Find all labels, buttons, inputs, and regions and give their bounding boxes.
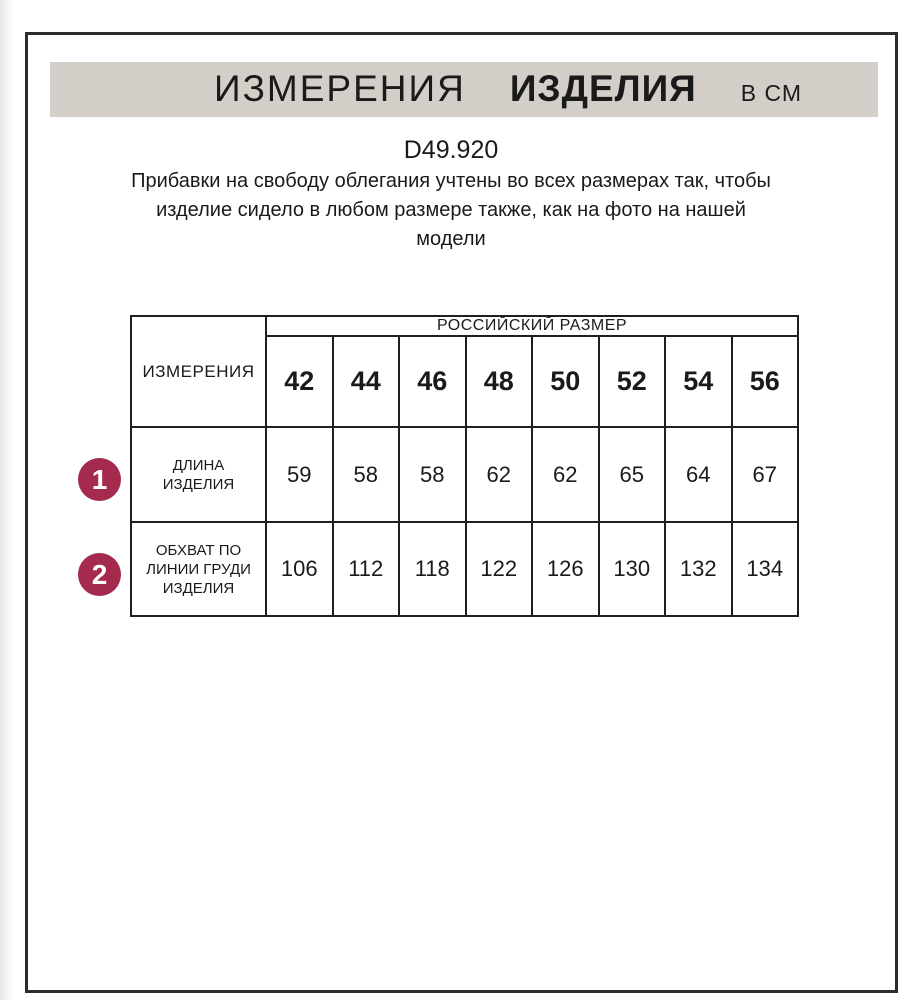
measurement-label: ДЛИНА ИЗДЕЛИЯ	[131, 427, 266, 522]
measurement-value: 67	[732, 427, 799, 522]
measurement-value: 118	[399, 522, 466, 616]
measurement-value: 122	[466, 522, 533, 616]
measurement-value: 134	[732, 522, 799, 616]
size-column-header: 52	[599, 336, 666, 427]
table-row-length	[131, 427, 798, 522]
measurement-label: ОБХВАТ ПО ЛИНИИ ГРУДИ ИЗДЕЛИЯ	[131, 522, 266, 616]
measurement-value: 58	[333, 427, 400, 522]
measurement-value: 106	[266, 522, 333, 616]
size-column-header: 44	[333, 336, 400, 427]
measurement-value: 132	[665, 522, 732, 616]
size-column-header: 56	[732, 336, 799, 427]
size-table	[130, 315, 799, 617]
fit-description	[121, 167, 781, 254]
measurement-value: 59	[266, 427, 333, 522]
measurement-value: 65	[599, 427, 666, 522]
size-column-header: 54	[665, 336, 732, 427]
size-column-header: 46	[399, 336, 466, 427]
table-row-chest	[131, 522, 798, 616]
size-column-header: 50	[532, 336, 599, 427]
product-code: D49.920	[403, 136, 499, 164]
size-column-header: 42	[266, 336, 333, 427]
row-marker-2: 2	[78, 553, 121, 596]
fit-description-line: модели	[416, 228, 486, 250]
measurement-value: 62	[466, 427, 533, 522]
header-banner	[50, 62, 878, 117]
scan-edge-shading	[0, 0, 14, 1000]
banner-title-emphasis: ИЗДЕЛИЯ	[509, 68, 697, 109]
table-corner-header: ИЗМЕРЕНИЯ	[131, 316, 266, 427]
measurement-value: 64	[665, 427, 732, 522]
size-group-header: РОССИЙСКИЙ РАЗМЕР	[266, 316, 798, 336]
measurement-value: 126	[532, 522, 599, 616]
row-marker-1: 1	[78, 458, 121, 501]
banner-title: ИЗМЕРЕНИЯ	[213, 68, 466, 109]
measurement-value: 62	[532, 427, 599, 522]
measurement-value: 130	[599, 522, 666, 616]
fit-description-line: изделие сидело в любом размере также, как на фото на нашей	[156, 199, 746, 221]
table-row-group-header	[131, 316, 798, 336]
banner-unit-label: В СМ	[740, 80, 803, 106]
measurement-value: 112	[333, 522, 400, 616]
size-column-header: 48	[466, 336, 533, 427]
measurement-value: 58	[399, 427, 466, 522]
fit-description-line: Прибавки на свободу облегания учтены во всех размерах так, чтобы	[131, 170, 771, 192]
